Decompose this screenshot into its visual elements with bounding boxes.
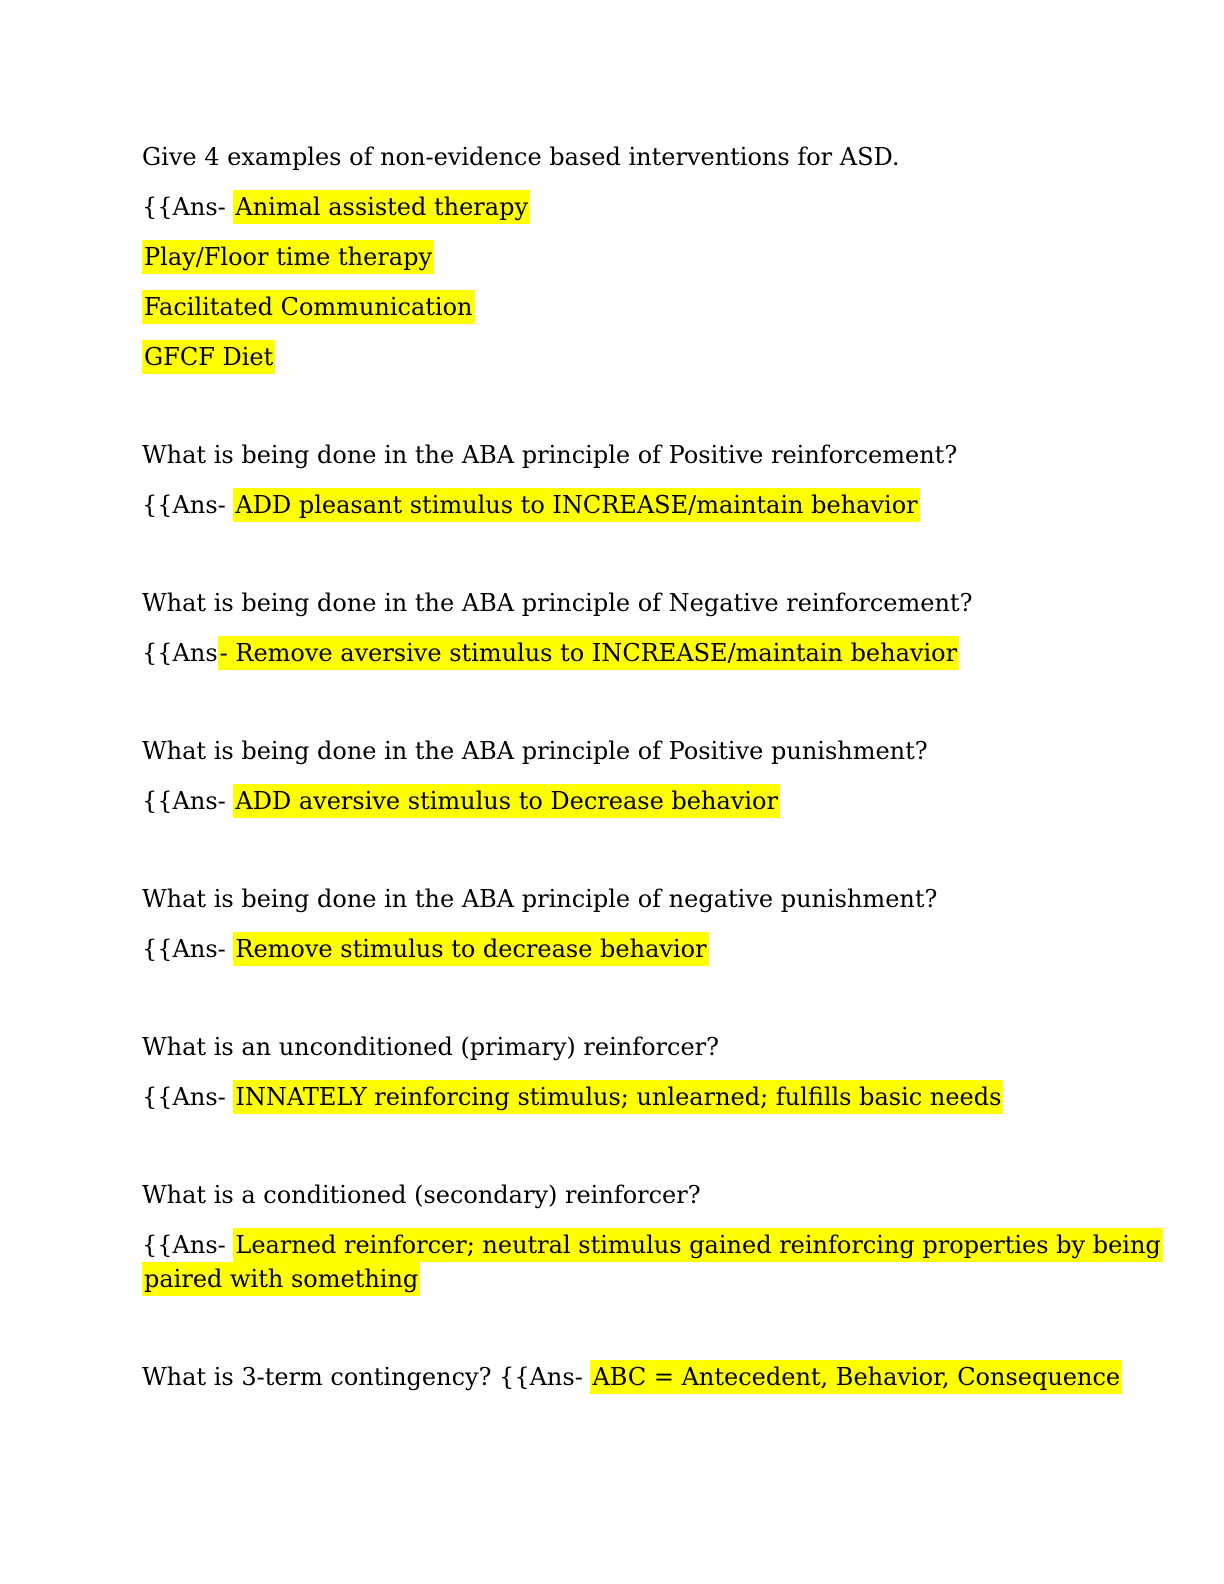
highlighted-text: ADD pleasant stimulus to INCREASE/maintain behavior — [233, 488, 919, 522]
highlighted-text: Learned reinforcer; neutral stimulus gained reinforcing properties by being — [233, 1228, 1162, 1262]
question-paragraph — [142, 1030, 1104, 1064]
text-line — [142, 190, 1104, 224]
question-paragraph — [142, 882, 1104, 916]
answer-paragraph — [142, 1080, 1104, 1114]
text-line — [142, 636, 1104, 670]
plain-text: {{Ans- — [142, 1231, 234, 1259]
document-content — [142, 140, 1161, 1394]
question-paragraph — [142, 140, 1104, 174]
qa-block-3 — [142, 586, 1104, 670]
text-line — [142, 1030, 1104, 1064]
answer-paragraph — [142, 240, 1104, 274]
question-paragraph — [142, 1178, 1104, 1212]
plain-text: What is an unconditioned (primary) reinforcer? — [142, 1033, 720, 1061]
qa-block-4 — [142, 734, 1104, 818]
plain-text: What is being done in the ABA principle of Positive punishment? — [142, 737, 928, 765]
plain-text: {{Ans- — [142, 193, 234, 221]
answer-paragraph — [142, 290, 1104, 324]
answer-paragraph — [142, 636, 1104, 670]
question-and-answer-paragraph — [142, 1360, 1121, 1394]
highlighted-text: Animal assisted therapy — [233, 190, 530, 224]
plain-text: What is being done in the ABA principle of negative punishment? — [142, 885, 938, 913]
plain-text: {{Ans — [142, 639, 218, 667]
text-line — [142, 1178, 1104, 1212]
text-line — [142, 240, 1104, 274]
question-paragraph — [142, 734, 1104, 768]
text-line — [142, 1262, 1104, 1296]
plain-text: {{Ans- — [142, 491, 234, 519]
text-line — [142, 932, 1104, 966]
plain-text: What is 3-term contingency? {{Ans- — [142, 1363, 591, 1391]
qa-block-2 — [142, 438, 1104, 522]
text-line — [142, 586, 1104, 620]
highlighted-text: ABC = Antecedent, Behavior, Consequence — [590, 1360, 1122, 1394]
question-paragraph — [142, 586, 1104, 620]
answer-paragraph — [142, 190, 1104, 224]
text-line — [142, 734, 1104, 768]
qa-block-1 — [142, 140, 1104, 374]
plain-text: {{Ans- — [142, 1083, 234, 1111]
plain-text: {{Ans- — [142, 787, 234, 815]
plain-text: What is being done in the ABA principle of Positive reinforcement? — [142, 441, 958, 469]
highlighted-text: paired with something — [142, 1262, 420, 1296]
text-line — [142, 1228, 1161, 1262]
plain-text: What is a conditioned (secondary) reinforcer? — [142, 1181, 701, 1209]
answer-paragraph — [142, 932, 1104, 966]
text-line — [142, 488, 1104, 522]
highlighted-text: GFCF Diet — [142, 340, 275, 374]
plain-text: Give 4 examples of non-evidence based interventions for ASD. — [142, 143, 900, 171]
highlighted-text: ADD aversive stimulus to Decrease behavior — [233, 784, 780, 818]
question-paragraph — [142, 438, 1104, 472]
text-line — [142, 1360, 1121, 1394]
text-line — [142, 1080, 1104, 1114]
text-line — [142, 340, 1104, 374]
text-line — [142, 784, 1104, 818]
answer-paragraph — [142, 488, 1104, 522]
qa-block-5 — [142, 882, 1104, 966]
text-line — [142, 882, 1104, 916]
answer-paragraph — [142, 784, 1104, 818]
highlighted-text: - Remove aversive stimulus to INCREASE/maintain behavior — [218, 636, 959, 670]
answer-paragraph — [142, 340, 1104, 374]
qa-block-8 — [142, 1360, 1121, 1394]
qa-block-7 — [142, 1178, 1161, 1296]
text-line — [142, 290, 1104, 324]
highlighted-text: INNATELY reinforcing stimulus; unlearned; fulfills basic needs — [233, 1080, 1003, 1114]
qa-block-6 — [142, 1030, 1104, 1114]
text-line — [142, 140, 1104, 174]
text-line — [142, 438, 1104, 472]
highlighted-text: Play/Floor time therapy — [142, 240, 434, 274]
highlighted-text: Facilitated Communication — [142, 290, 475, 324]
highlighted-text: Remove stimulus to decrease behavior — [233, 932, 708, 966]
answer-paragraph — [142, 1228, 1161, 1296]
plain-text: What is being done in the ABA principle of Negative reinforcement? — [142, 589, 973, 617]
plain-text: {{Ans- — [142, 935, 234, 963]
